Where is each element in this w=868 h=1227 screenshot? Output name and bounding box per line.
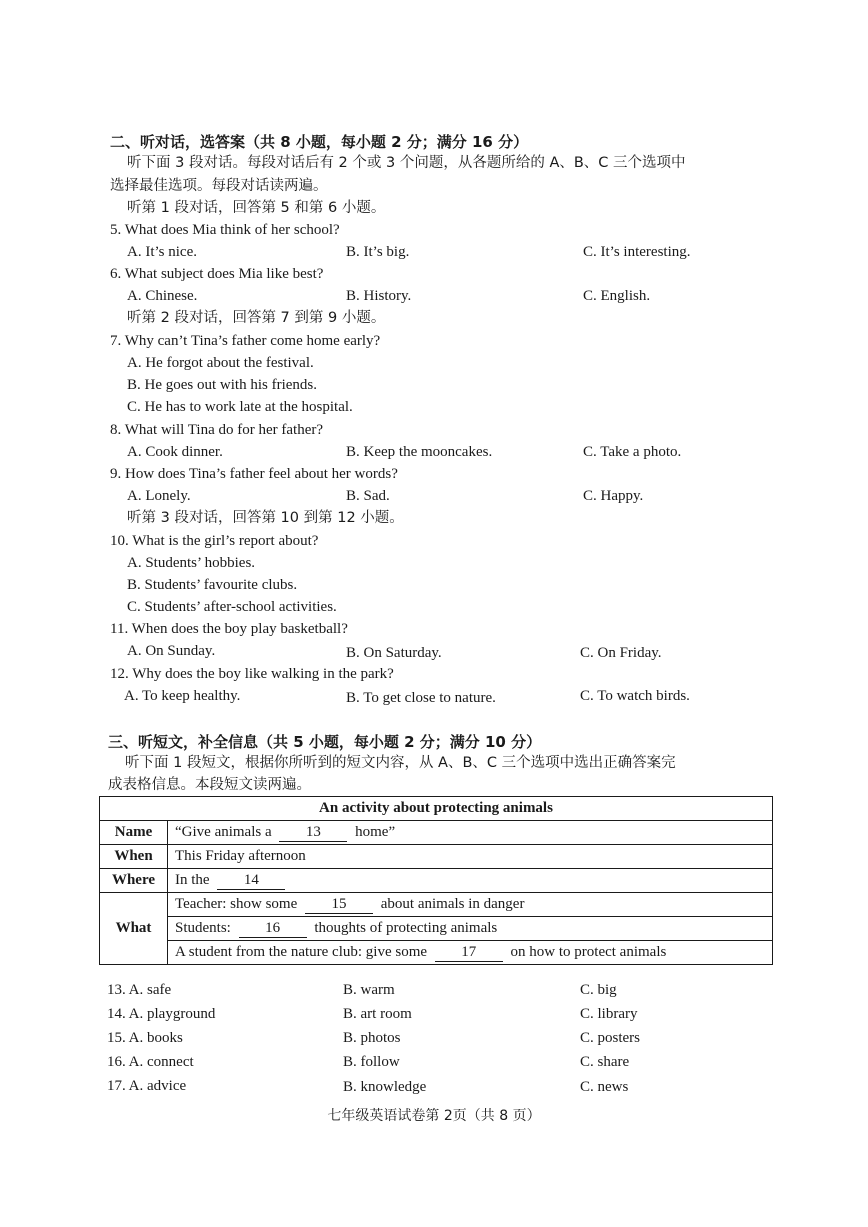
dialog1-note: 听第 1 段对话，回答第 5 和第 6 小题。 [127,200,386,216]
q11-option-b: B. On Saturday. [346,645,442,661]
q17-option-b: B. knowledge [343,1079,427,1095]
q9-option-c: C. Happy. [583,488,644,504]
q13-option-c: C. big [580,982,617,998]
info-table [99,796,773,965]
q12-option-c: C. To watch birds. [580,688,690,704]
q14-option-a: 14. A. playground [107,1006,216,1022]
table-cell-what-club [168,941,773,965]
q6-option-b: B. History. [346,288,412,304]
q13-option-b: B. warm [343,982,395,998]
q14-option-b: B. art room [343,1006,412,1022]
blank-15: 15 [305,896,373,914]
table-label-when: When [100,845,168,869]
q5-option-c: C. It’s interesting. [583,244,691,260]
q11-option-a: A. On Sunday. [127,643,216,659]
question-11: 11. When does the boy play basketball? [110,621,348,637]
q7-option-a: A. He forgot about the festival. [127,355,314,371]
section2-instruction-line2: 选择最佳选项。每段对话读两遍。 [110,178,328,194]
question-8: 8. What will Tina do for her father? [110,422,324,438]
q9-option-a: A. Lonely. [127,488,191,504]
name-prefix: “Give animals a [175,823,272,840]
q15-option-c: C. posters [580,1030,640,1046]
q17-option-c: C. news [580,1079,629,1095]
blank-16: 16 [239,920,307,938]
name-suffix: home” [355,823,396,840]
table-cell-where [168,869,773,893]
q10-option-c: C. Students’ after-school activities. [127,599,337,615]
what-teacher-suffix: about animals in danger [380,895,525,912]
table-label-where: Where [100,869,168,893]
dialog2-note: 听第 2 段对话，回答第 7 到第 9 小题。 [127,310,386,326]
section2-heading: 二、听对话，选答案（共 8 小题，每小题 2 分；满分 16 分） [110,133,529,151]
q12-option-a: A. To keep healthy. [124,688,241,704]
q16-option-b: B. follow [343,1054,400,1070]
question-12: 12. Why does the boy like walking in the park? [110,666,394,682]
q6-option-a: A. Chinese. [127,288,198,304]
question-7: 7. Why can’t Tina’s father come home early? [110,333,381,349]
what-students-prefix: Students: [175,919,231,936]
q14-option-c: C. library [580,1006,638,1022]
q15-option-a: 15. A. books [107,1030,183,1046]
section3-instruction-line1: 听下面 1 段短文，根据你所听到的短文内容，从 A、B、C 三个选项中选出正确答案完 [125,755,676,771]
dialog3-note: 听第 3 段对话，回答第 10 到第 12 小题。 [127,510,404,526]
question-9: 9. How does Tina’s father feel about her words? [110,466,398,482]
q8-option-a: A. Cook dinner. [127,444,223,460]
q16-option-a: 16. A. connect [107,1054,194,1070]
q11-option-c: C. On Friday. [580,645,662,661]
section3-instruction-line2: 成表格信息。本段短文读两遍。 [108,777,311,793]
q6-option-c: C. English. [583,288,651,304]
what-teacher-prefix: Teacher: show some [175,895,298,912]
what-club-prefix: A student from the nature club: give some [175,943,428,960]
table-cell-name [168,821,773,845]
question-10: 10. What is the girl’s report about? [110,533,319,549]
table-cell-when: This Friday afternoon [168,845,773,869]
section3-heading: 三、听短文，补全信息（共 5 小题，每小题 2 分；满分 10 分） [108,733,542,751]
q10-option-b: B. Students’ favourite clubs. [127,577,298,593]
section2-instruction-line1: 听下面 3 段对话。每段对话后有 2 个或 3 个问题，从各题所给的 A、B、C 三个选项中 [127,155,686,171]
where-prefix: In the [175,871,210,888]
blank-13: 13 [279,824,347,842]
what-club-suffix: on how to protect animals [510,943,667,960]
q10-option-a: A. Students’ hobbies. [127,555,256,571]
q15-option-b: B. photos [343,1030,401,1046]
what-students-suffix: thoughts of protecting animals [314,919,498,936]
page-footer: 七年级英语试卷第 2页（共 8 页） [327,1108,541,1124]
q7-option-b: B. He goes out with his friends. [127,377,317,393]
q8-option-c: C. Take a photo. [583,444,682,460]
q16-option-c: C. share [580,1054,630,1070]
blank-14: 14 [217,872,285,890]
q13-option-a: 13. A. safe [107,982,172,998]
table-cell-what-students [168,917,773,941]
q8-option-b: B. Keep the mooncakes. [346,444,493,460]
table-cell-what-teacher [168,893,773,917]
blank-17: 17 [435,944,503,962]
table-title: An activity about protecting animals [100,797,773,821]
q5-option-a: A. It’s nice. [127,244,197,260]
question-5: 5. What does Mia think of her school? [110,222,340,238]
q5-option-b: B. It’s big. [346,244,410,260]
table-label-name: Name [100,821,168,845]
q7-option-c: C. He has to work late at the hospital. [127,399,353,415]
q9-option-b: B. Sad. [346,488,390,504]
q17-option-a: 17. A. advice [107,1078,187,1094]
question-6: 6. What subject does Mia like best? [110,266,324,282]
q12-option-b: B. To get close to nature. [346,690,496,706]
table-label-what: What [100,893,168,965]
